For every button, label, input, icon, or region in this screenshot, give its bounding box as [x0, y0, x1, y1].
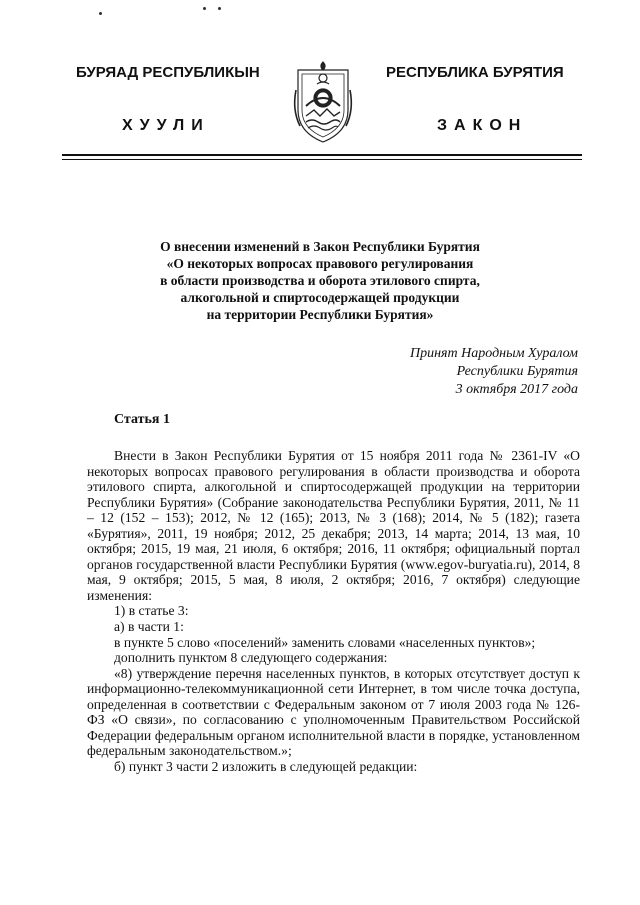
header-right-top: РЕСПУБЛИКА БУРЯТИЯ	[386, 64, 564, 81]
paragraph: а) в части 1:	[114, 619, 184, 635]
scan-mark	[218, 7, 221, 10]
paragraph: «8) утверждение перечня населенных пунктов, в которых отсутствует доступ к информационно-телекоммуникационной сети Интернет, в том числе точка доступа, определенная в соответствии с Федеральным законом от 7 июля 2003 года № 126-ФЗ «О связи», по согласованию с уполномоченным Правительством Российской Федерации федеральным органом исполнительной власти в порядке, установленном федеральным законодательством.»;	[87, 665, 580, 759]
law-title	[100, 238, 540, 323]
paragraph: 1) в статье 3:	[114, 603, 189, 619]
coat-of-arms-emblem	[290, 60, 356, 146]
law-title-line: на территории Республики Бурятия»	[206, 307, 434, 322]
paragraph: дополнить пунктом 8 следующего содержания:	[114, 650, 388, 666]
header-divider-thin	[62, 159, 582, 160]
header-right-bottom: ЗАКОН	[437, 117, 528, 134]
law-title-line: «О некоторых вопросах правового регулирования	[166, 256, 474, 271]
header-divider-thick	[62, 154, 582, 156]
adoption-note	[410, 345, 578, 399]
paragraph: Внести в Закон Республики Бурятия от 15 ноября 2011 года № 2361-IV «О некоторых вопросах правового регулирования в области производства и оборота этилового спирта, алкогольной и спиртосодержащей продукции на территории Республики Бурятия» (Собрание законодательства Республики Бурятия, 2011, № 11 – 12 (152 – 153); 2012, № 12 (165); 2013, № 3 (168); 2014, № 5 (182); газета «Бурятия», 2011, 19 ноября; 2012, 25 декабря; 2013, 14 марта; 2014, 13 мая, 10 октября; 2015, 19 мая, 21 июля, 6 октября; 2016, 11 октября; официальный портал органов государственной власти Республики Бурятия (www.egov-buryatia.ru), 2014, 8 мая, 9 октября; 2015, 5 мая, 8 июля, 2 октября; 2016, 7 октября) следующие изменения:	[87, 448, 580, 603]
law-title-line: в области производства и оборота этилового спирта,	[160, 273, 480, 288]
scan-mark	[99, 12, 102, 15]
header-left-top: БУРЯАД РЕСПУБЛИКЫН	[76, 64, 260, 81]
article-heading: Статья 1	[114, 412, 170, 427]
paragraph: в пункте 5 слово «поселений» заменить словами «населенных пунктов»;	[114, 634, 536, 650]
header-left-bottom: ХУУЛИ	[122, 117, 210, 134]
article-body	[87, 448, 580, 774]
adoption-line: Принят Народным Хуралом	[409, 346, 578, 361]
scan-mark	[203, 7, 206, 10]
law-title-line: алкогольной и спиртосодержащей продукции	[180, 290, 460, 305]
paragraph: б) пункт 3 части 2 изложить в следующей редакции:	[114, 758, 418, 774]
law-title-line: О внесении изменений в Закон Республики Бурятия	[160, 239, 480, 254]
adoption-line: Республики Бурятия	[456, 364, 578, 379]
adoption-date: 3 октября 2017 года	[455, 382, 578, 397]
